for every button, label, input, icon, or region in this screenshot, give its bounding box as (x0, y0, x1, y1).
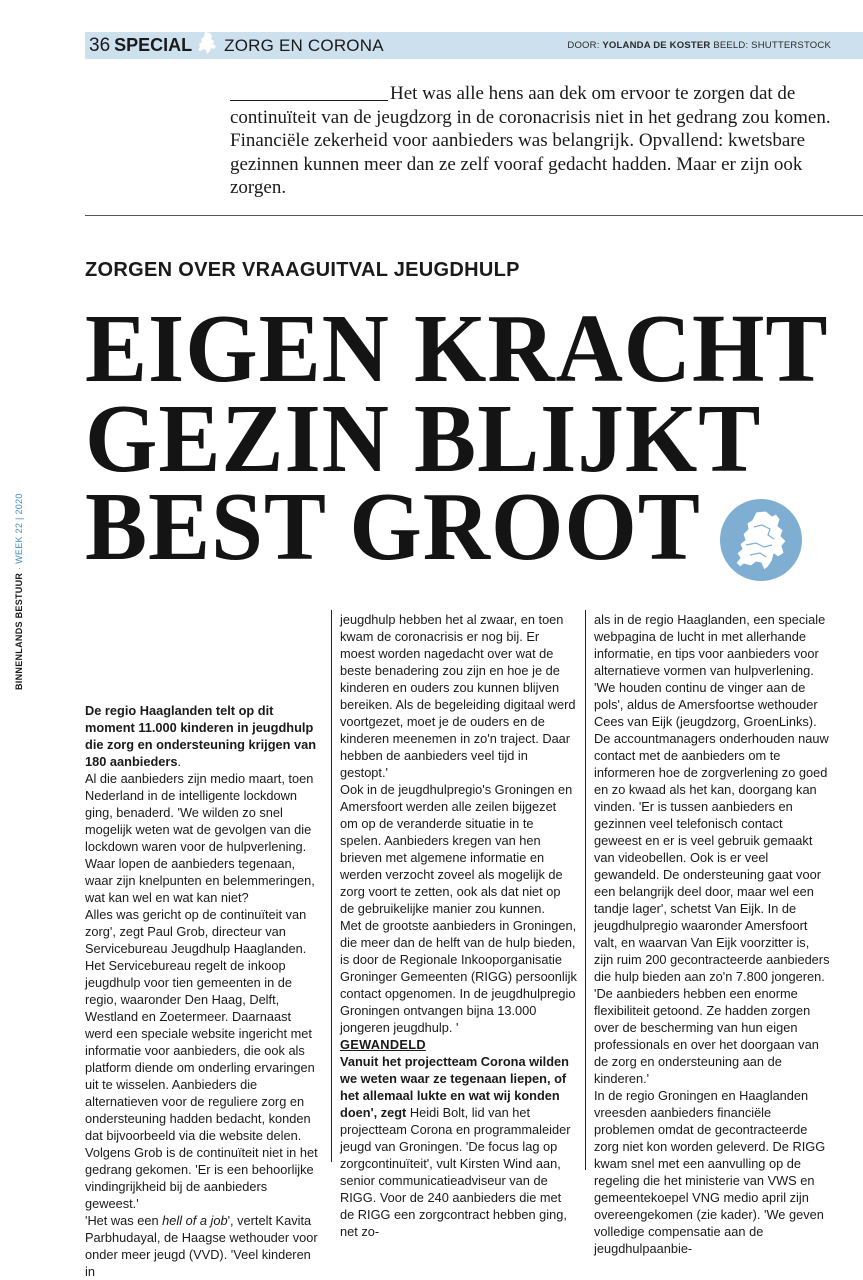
headline-line-1: EIGEN KRACHT (85, 295, 829, 403)
section-header-band (85, 32, 863, 59)
credits-author-label: DOOR: (567, 40, 600, 51)
header-divider (85, 215, 863, 216)
body-paragraph: 'Het was een hell of a job', vertelt Kavita Parbhudayal, de Haagse wethouder voor onder meer jeugd (VVD). 'Veel kinderen in (85, 1213, 318, 1279)
page-number: 36 (89, 34, 111, 56)
credits-image: SHUTTERSTOCK (751, 40, 831, 51)
body-paragraph: Ook in de jeugdhulpregio's Groningen en Amersfoort werden alle zeilen bijgezet om op de veranderde situatie in te spelen. Aanbieders kregen van hen brieven met algemene informatie en werden verzocht zoveel als mogelijk de zorg voort te zetten, ook als dat niet op de gebruikelijke manier zou kunnen. (340, 782, 573, 916)
publication-name: BINNENLANDS BESTUUR (14, 572, 24, 690)
body-paragraph: Volgens Grob is de continuïteit niet in het gedrang gekomen. 'Er is een behoorlijke vindingrijkheid bij de aanbieders geweest.' (85, 1145, 318, 1211)
credits-author: YOLANDA DE KOSTER (602, 40, 711, 51)
subheading: GEWANDELD (340, 1037, 426, 1052)
lead-paragraph: De regio Haaglanden telt op dit moment 11.000 kinderen in jeugdhulp die zorg en ondersteuning krijgen van 180 aanbieders. (85, 703, 317, 769)
sublead-text: Vanuit het projectteam Corona wilden we weten waar ze tegenaan liepen, of het allemaal lukte en wat wij konden doen', zegt (340, 1054, 569, 1120)
article-credits (567, 40, 831, 51)
body-paragraph: Met de grootste aanbieders in Groningen, die meer dan de helft van de hulp bieden, is door de Regionale Inkooporganisatie Groninger Gemeenten (RIGG) persoonlijk contact opgenomen. In de jeugdhulpregio Groningen ontvangen bijna 13.000 jongeren jeugdhulp. ' (340, 918, 577, 1035)
body-paragraph: als in de regio Haaglanden, een speciale webpagina de lucht in met allerhande informatie, en tips voor aanbieders voor alternatieve vormen van hulpverlening. (594, 612, 826, 678)
column-rule-1 (331, 610, 332, 1162)
section-topic: ZORG EN CORONA (224, 35, 384, 55)
column-rule-2 (585, 610, 586, 1170)
issue-info: WEEK 22 | 2020 (14, 493, 24, 564)
netherlands-map-icon (196, 31, 218, 60)
article-column-2 (340, 611, 577, 1240)
intro-paragraph: Het was alle hens aan dek om ervoor te zorgen dat de continuïteit van de jeugdzorg in de coronacrisis niet in het gedrang zou komen. Financiële zekerheid voor aanbieders was belangrijk. Opvallend: kwetsbare gezinnen kunnen meer dan ze zelf vooraf gedacht hadden. Maar er zijn ook zorgen. (230, 83, 831, 198)
netherlands-map-icon (720, 499, 802, 581)
body-paragraph: jeugdhulp hebben het al zwaar, en toen kwam de coronacrisis er nog bij. Er moest worden nagedacht over wat de beste benadering zou zijn en hoe je de kinderen en ouders zou kunnen blijven bereiken. Als de begeleiding digitaal werd voortgezet, moet je de ouders en de kinderen meenemen in zo'n traject. Daar hebben de aanbieders veel tijd in gestopt.' (340, 612, 576, 780)
article-column-3 (594, 611, 831, 1257)
credits-image-label: BEELD: (713, 40, 749, 51)
body-paragraph: In de regio Groningen en Haaglanden vreesden aanbieders financiële problemen omdat de gecontracteerde zorg niet kon worden geleverd. De RIGG kwam snel met een aanvulling op de regeling die het ministerie van VWS en gemeentekoepel VNG medio april zijn overeengekomen (zie kader). 'We geven volledige compensatie aan de jeugdhulpaanbie- (594, 1088, 826, 1256)
section-label: SPECIAL (114, 35, 193, 55)
body-paragraph: Vanuit het projectteam Corona wilden we weten waar ze tegenaan liepen, of het allemaal lukte en wat wij konden doen', zegt Heidi Bolt, lid van het projectteam Corona en programmaleider jeugd van Groningen. 'De focus lag op zorgcontinuïteit', vult Kirsten Wind aan, senior communicatieadviseur van de RIGG. Voor de 240 aanbieders die met de RIGG een zorgcontract hebben ging, net zo- (340, 1054, 571, 1239)
lead-text: De regio Haaglanden telt op dit moment 11.000 kinderen in jeugdhulp die zorg en ondersteuning krijgen van 180 aanbieders (85, 703, 317, 769)
map-badge (720, 499, 802, 581)
kicker-headline: ZORGEN OVER VRAAGUITVAL JEUGDHULP (85, 259, 520, 281)
body-paragraph: Alles was gericht op de continuïteit van zorg', zegt Paul Grob, directeur van Servicebureau Jeugdhulp Haaglanden. Het Servicebureau regelt de inkoop jeugdhulp voor tien gemeenten in de regio, waaronder Den Haag, Delft, Westland en Zoetermeer. Daarnaast werd een speciale website ingericht met informatie voor aanbieders, die ook als platform diende om onderling ervaringen uit te wisselen. Aanbieders die alternatieven voor de reguliere zorg en ondersteuning hadden bedacht, konden dat bijvoorbeeld via die website delen. (85, 907, 315, 1143)
article-column-1 (85, 702, 322, 1280)
body-paragraph: Al die aanbieders zijn medio maart, toen Nederland in de intelligente lockdown ging, benaderd. 'We wilden zo snel mogelijk weten wat de gevolgen van die lockdown waren voor de hulpverlening. Waar lopen de aanbieders tegenaan, waar zijn knelpunten en belemmeringen, wat kan wel en wat kan niet? (85, 771, 315, 905)
headline-line-3: BEST GROOT (85, 473, 701, 581)
side-margin-publication: BINNENLANDS BESTUUR · WEEK 22 | 2020 (14, 493, 24, 690)
body-paragraph: 'We houden continu de vinger aan de pols', aldus de Amersfoortse wethouder Cees van Eijk (jeugdzorg, GroenLinks). De accountmanagers onderhouden nauw contact met de aanbieders om te informeren hoe de zorgverlening zo goed en zo kwaad als het kan, doorgang kan vinden. 'Er is tussen aanbieders en gezinnen veel telefonisch contact geweest en er is veel gebruik gemaakt van videobellen. Ook is er veel gewandeld. De ondersteuning gaat voor een belangrijk deel door, maar wel een tandje lager', schetst Van Eijk. In de jeugdhulpregio waaronder Amersfoort valt, en waarvan Van Eijk voorzitter is, zijn ruim 200 gecontracteerde aanbieders die hulp bieden aan zo'n 7.800 jongeren. 'De aanbieders hebben een enorme flexibiliteit getoond. Ze hadden zorgen over de bescherming van hun eigen professionals en over het doorgaan van de zorg en ondersteuning aan de kinderen.' (594, 680, 830, 1086)
headline-line-2: GEZIN BLIJKT (85, 385, 762, 493)
